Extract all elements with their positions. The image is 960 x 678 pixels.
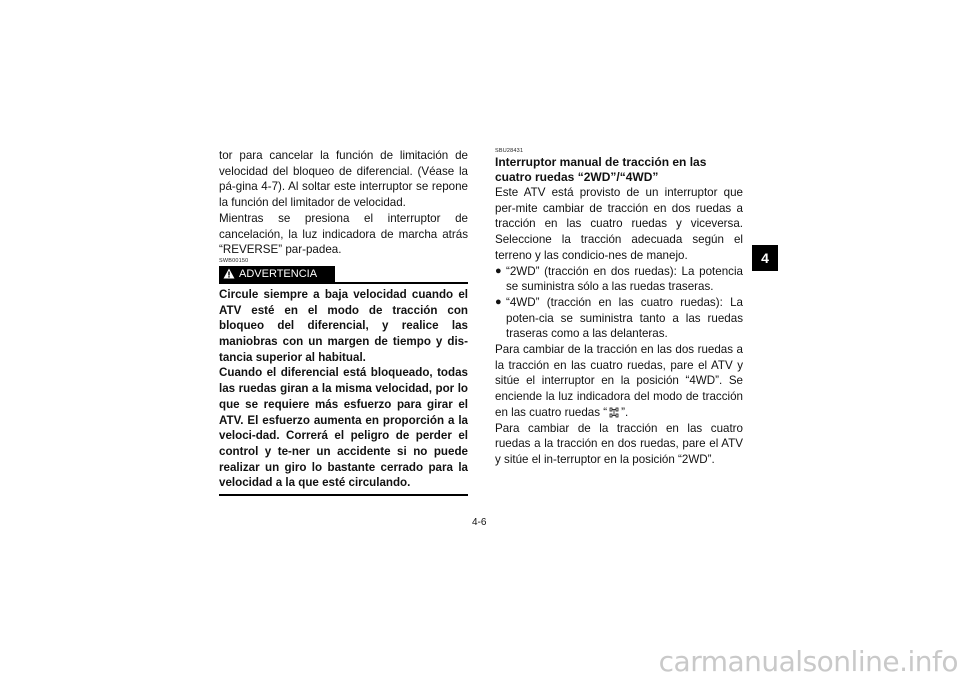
warning-end-rule [219,494,468,496]
four-wheel-drive-icon [609,407,619,418]
page-number: 4-6 [472,517,487,528]
warning-badge [219,266,335,282]
section-code: SBU28431 [495,148,524,154]
drive-mode-list [495,264,743,343]
paragraph-speed-limiter: tor para cancelar la función de limitación de velocidad del bloqueo de diferencial. (Véase la pá-gina 4-7). Al soltar este interruptor se repone la función del limitador de velocidad. [219,149,468,210]
warning-code: SWB00150 [219,257,249,264]
paragraph-intro: Este ATV está provisto de un interruptor que per-mite cambiar de tracción en dos ruedas a tracción en las cuatro ruedas y viceversa. Seleccione la tracción adecuada según el terreno y las condicio-nes de manejo. [495,186,743,262]
list-item: ● “4WD” (tracción en las cuatro ruedas): La poten-cia se suministra tanto a las ruedas traseras como a las delanteras. [495,295,743,341]
chapter-tab: 4 [752,245,778,271]
watermark: carmanualsonline.info [658,645,958,678]
warning-header [219,266,468,284]
warning-triangle-icon [223,268,235,279]
paragraph-reverse-indicator: Mientras se presiona el interruptor de cancelación, la luz indicadora de marcha atrás “REVERSE” par-padea. [219,211,468,257]
warning-text-2: Cuando el diferencial está bloqueado, todas las ruedas giran a la misma velocidad, por lo que se requiere más esfuerzo para girar el ATV. El esfuerzo aumenta en proporción a la veloci-dad. Correrá el peligro de perder el control y te-ner un accidente si no puede realizar un giro lo bastante cerrado para la velocidad a la que esté circulando. [219,366,468,490]
bullet-icon: ● [495,264,502,277]
warning-text-1: Circule siempre a baja velocidad cuando el ATV esté en el modo de tracción con bloqueo del diferencial, y realice las maniobras con un margen de tiempo y dis-tancia superior al habitual. [219,287,468,364]
warning-body [219,287,468,491]
left-column [219,148,468,496]
section-heading: Interruptor manual de tracción en las cuatro ruedas “2WD”/“4WD” [495,155,707,184]
paragraph-switch-to-4wd: Para cambiar de la tracción en las dos ruedas a la tracción en las cuatro ruedas, pare el ATV y sitúe el interruptor en la posición “4WD”. Se enciende la luz indicadora del modo de tracción en las cuatro ruedas “ ”. [495,343,743,419]
right-column [495,148,743,468]
bullet-icon: ● [495,295,502,308]
list-item: ● “2WD” (tracción en dos ruedas): La potencia se suministra sólo a las ruedas traseras. [495,264,743,294]
warning-label: ADVERTENCIA [239,267,318,280]
paragraph-switch-to-2wd: Para cambiar de la tracción en las cuatro ruedas a la tracción en dos ruedas, pare el ATV y sitúe el in-terruptor en la posición “2WD”. [495,421,743,466]
